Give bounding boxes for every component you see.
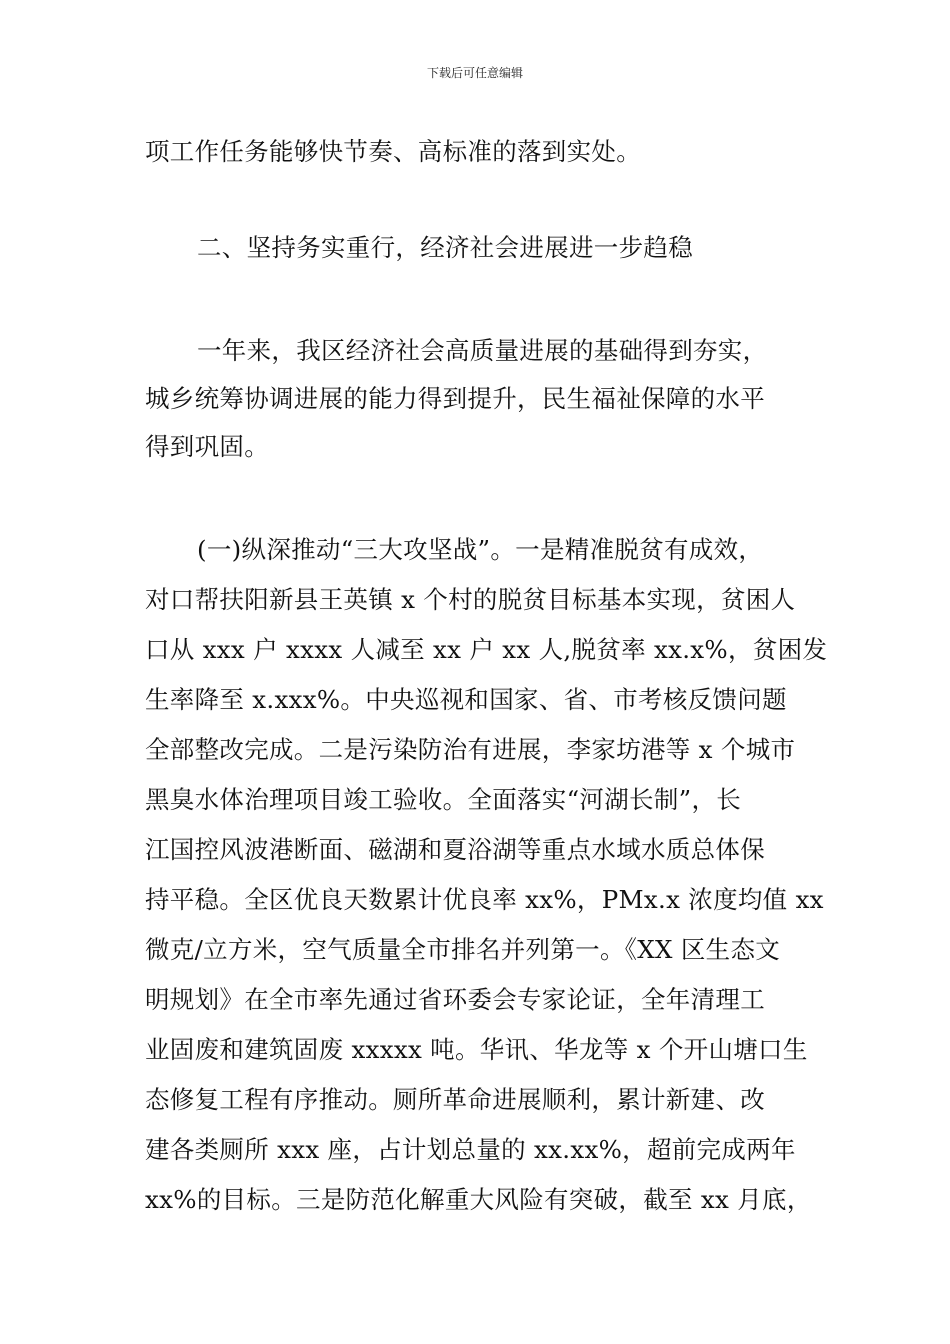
text-line: 生率降至 x.xxx%。中央巡视和国家、省、市考核反馈问题 [145, 685, 787, 714]
text-line: 微克/立方米，空气质量全市排名并列第一。《XX 区生态文 [145, 935, 781, 964]
text-line: 业固废和建筑固废 xxxxx 吨。华讯、华龙等 x 个开山塘口生 [145, 1035, 808, 1064]
text-line: 明规划》在全市率先通过省环委会专家论证，全年清理工 [145, 985, 765, 1014]
text-line: 得到巩固。 [145, 432, 269, 461]
text-line: 建各类厕所 xxx 座，占计划总量的 xx.xx%，超前完成两年 [145, 1135, 796, 1164]
page-header: 下载后可任意编辑 [426, 66, 523, 80]
text-line: 项工作任务能够快节奏、高标准的落到实处。 [145, 137, 641, 166]
text-line: 全部整改完成。二是污染防治有进展，李家坊港等 x 个城市 [145, 735, 796, 764]
text-line: 城乡统筹协调进展的能力得到提升，民生福祉保障的水平 [145, 384, 765, 413]
section-heading: 二、坚持务实重行，经济社会进展进一步趋稳 [197, 233, 693, 262]
text-line: 口从 xxx 户 xxxx 人减至 xx 户 xx 人,脱贫率 xx.x%，贫困发 [145, 635, 828, 664]
text-line: 对口帮扶阳新县王英镇 x 个村的脱贫目标基本实现，贫困人 [145, 585, 796, 614]
text-line: xx%的目标。三是防范化解重大风险有突破，截至 xx 月底， [145, 1185, 812, 1214]
text-line: 黑臭水体治理项目竣工验收。全面落实“河湖长制”，长 [145, 785, 742, 814]
text-line: 江国控风波港断面、磁湖和夏浴湖等重点水域水质总体保 [145, 835, 765, 864]
text-line: (一)纵深推动“三大攻坚战”。一是精准脱贫有成效， [197, 535, 764, 564]
text-line: 持平稳。全区优良天数累计优良率 xx%，PMx.x 浓度均值 xx [145, 885, 824, 914]
text-line: 一年来，我区经济社会高质量进展的基础得到夯实， [197, 336, 768, 365]
text-line: 态修复工程有序推动。厕所革命进展顺利，累计新建、改 [145, 1085, 765, 1114]
